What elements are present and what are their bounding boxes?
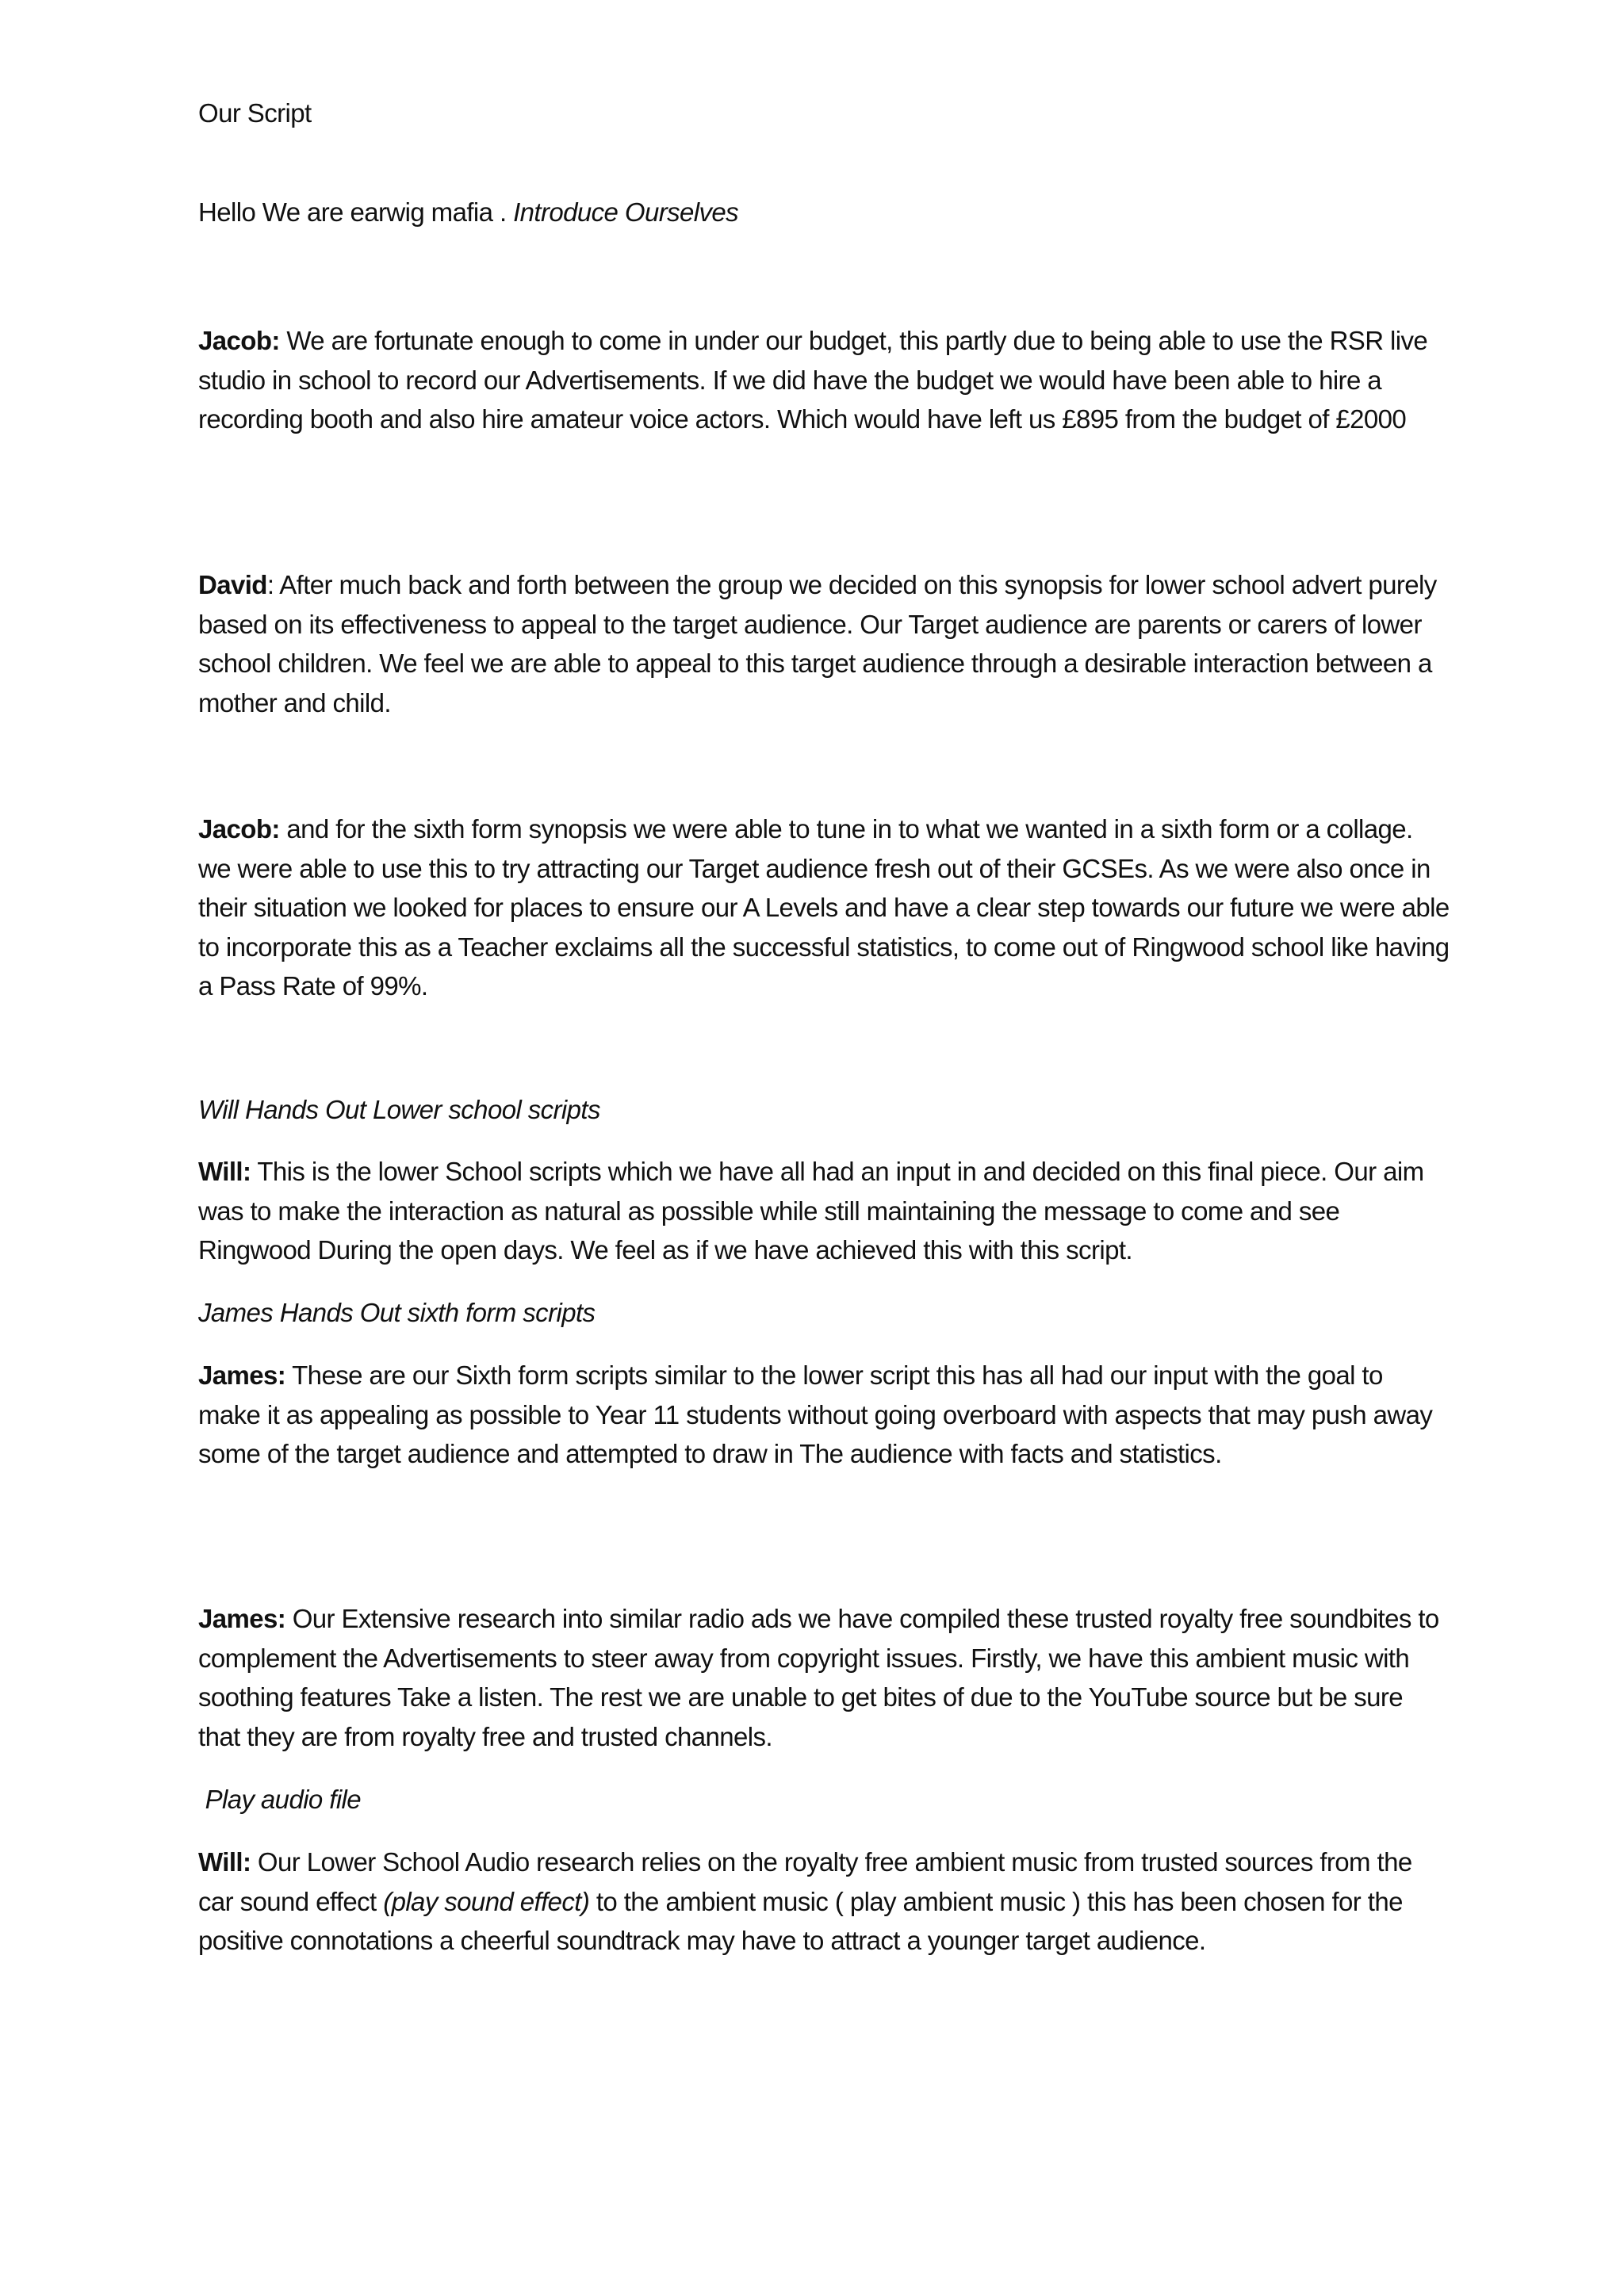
dialogue-paragraph (198, 1843, 1451, 1961)
speaker-name: Will: (198, 1157, 251, 1186)
section-james-research (198, 1599, 1451, 1756)
dialogue-paragraph (198, 1599, 1451, 1756)
stage-direction: (play sound effect) (383, 1886, 590, 1916)
title-text: Our Script (198, 98, 312, 128)
dialogue-text: to the ambient music ( play ambient music ) this has been chosen for the positive connotations a cheerful soundtrack may have to attract a younger target audience. (198, 1886, 1403, 1955)
stage-direction: Introduce Ourselves (513, 197, 739, 227)
dialogue-text: Our Lower School Audio research relies on the royalty free ambient music from trusted sources from the car sound effect (198, 1847, 1412, 1916)
dialogue-text: : After much back and forth between the group we decided on this synopsis for lower school advert purely based on its effectiveness to appeal to the target audience. Our Target audience are parents or carers of lower school children. We feel we are able to appeal to this target audience through a desirable interaction between a mother and child. (198, 570, 1437, 718)
direction-james-hands-out (198, 1293, 1451, 1333)
stage-direction: Play audio file (198, 1785, 362, 1814)
intro-line (198, 193, 1451, 232)
stage-direction: Will Hands Out Lower school scripts (198, 1095, 600, 1124)
stage-direction: James Hands Out sixth form scripts (198, 1298, 596, 1327)
dialogue-paragraph (198, 809, 1451, 1006)
speaker-name: Will: (198, 1847, 251, 1877)
intro-paragraph (198, 193, 1451, 232)
intro-text: Hello We are earwig mafia . (198, 197, 507, 227)
dialogue-text: Our Extensive research into similar radio ads we have compiled these trusted royalty free soundbites to complement the Advertisements to steer away from copyright issues. Firstly, we have this ambient music with soothing features Take a listen. The rest we are unable to get bites of due to the YouTube source but be sure that they are from royalty free and trusted channels. (198, 1604, 1439, 1751)
speaker-name: James: (198, 1604, 286, 1633)
section-james-sixth-scripts (198, 1356, 1451, 1474)
dialogue-paragraph (198, 1356, 1451, 1474)
speaker-name: James: (198, 1360, 286, 1390)
section-david-synopsis (198, 565, 1451, 722)
document-title (198, 94, 1451, 133)
dialogue-text: We are fortunate enough to come in under our budget, this partly due to being able to use the RSR live studio in school to record our Advertisements. If we did have the budget we would have been able to hire a recording booth and also hire amateur voice actors. Which would have left us £895 from the budget of £2000 (198, 326, 1428, 434)
speaker-name: David (198, 570, 267, 599)
dialogue-paragraph (198, 321, 1451, 439)
section-jacob-budget (198, 321, 1451, 439)
dialogue-paragraph (198, 1152, 1451, 1270)
dialogue-text: and for the sixth form synopsis we were able to tune in to what we wanted in a sixth form or a collage. we were able to use this to try attracting our Target audience fresh out of their GCSEs. As we were also once in their situation we looked for places to ensure our A Levels and have a clear step towards our future we were able to incorporate this as a Teacher exclaims all the successful statistics, to come out of Ringwood school like having a Pass Rate of 99%. (198, 814, 1450, 1001)
speaker-name: Jacob: (198, 326, 280, 355)
dialogue-paragraph (198, 565, 1451, 722)
section-will-audio-research (198, 1843, 1451, 1961)
direction-play-audio (198, 1780, 1451, 1820)
dialogue-text: These are our Sixth form scripts similar to the lower script this has all had our input with the goal to make it as appealing as possible to Year 11 students without going overboard with aspects that may push away some of the target audience and attempted to draw in The audience with facts and statistics. (198, 1360, 1433, 1468)
speaker-name: Jacob: (198, 814, 280, 844)
section-jacob-sixth-form (198, 809, 1451, 1006)
dialogue-text: This is the lower School scripts which we have all had an input in and decided on this final piece. Our aim was to make the interaction as natural as possible while still maintaining the message to come and see Ringwood During the open days. We feel as if we have achieved this with this script. (198, 1157, 1424, 1265)
section-will-lower-scripts (198, 1152, 1451, 1270)
direction-will-hands-out (198, 1090, 1451, 1130)
